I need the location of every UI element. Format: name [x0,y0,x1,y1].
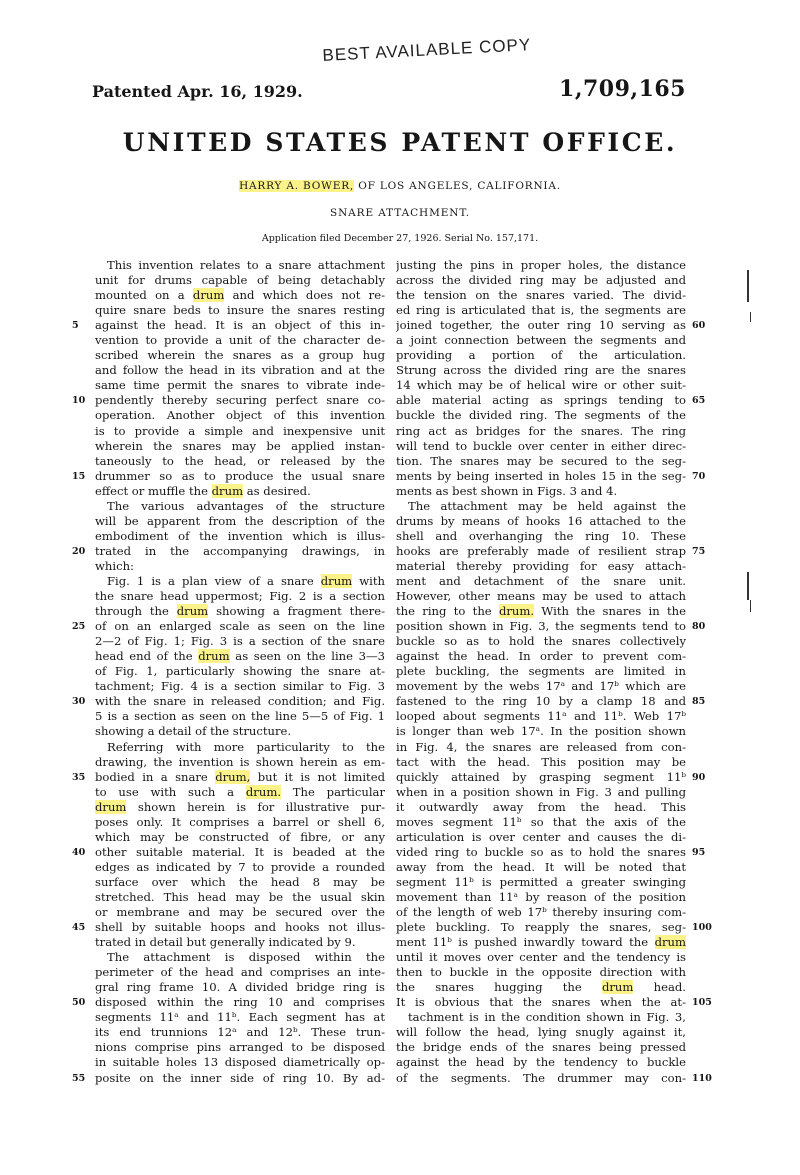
text-line: Strung across the divided ring are the snares [396,363,686,378]
text-line: perimeter of the head and comprises an inte- [95,965,385,980]
text-line: poses only. It comprises a barrel or shell 6, [95,814,385,829]
text-line: mounted on a drum and which does not re- [95,288,385,303]
highlighted-term: drum [192,288,225,303]
text-line: movement than 11ᵃ by reason of the position [396,889,686,904]
line-number: 25 [72,621,86,633]
text-line: joined together, the outer ring 10 serving as [396,318,686,333]
text-line: and follow the head in its vibration and at the [95,363,385,378]
text-line: pendently thereby securing perfect snare co- [95,393,385,408]
inventor-location: OF LOS ANGELES, CALIFORNIA. [354,180,561,192]
text-line: justing the pins in proper holes, the distance [396,258,686,272]
text-line: in Fig. 4, the snares are released from con- [396,739,686,754]
office-title: UNITED STATES PATENT OFFICE. [122,128,678,157]
text-line: drums by means of hooks 16 attached to the [396,513,686,528]
text-line: Referring with more particularity to the [107,739,385,754]
line-number: 10 [72,395,86,407]
highlighted-term: drum. [498,604,535,619]
highlighted-term: drum [95,799,127,814]
text-line: embodiment of the invention which is illus- [95,528,385,543]
best-available-copy-stamp: BEST AVAILABLE COPY [322,35,532,65]
line-number: 60 [692,320,706,332]
text-line: against the head. It is an object of this in- [95,318,385,333]
text-line: 2—2 of Fig. 1; Fig. 3 is a section of the snare [95,634,385,649]
text-line: edges as indicated by 7 to provide a rounded [95,859,385,874]
text-line: shell by suitable hoops and hooks not illus- [95,920,385,935]
margin-mark [750,312,751,322]
text-line: scribed wherein the snares as a group hug [95,348,385,363]
line-number: 50 [72,997,86,1009]
text-line: until it moves over center and the tendency is [396,950,686,965]
line-number: 80 [692,621,706,633]
right-text-column [396,258,686,1086]
text-line: operation. Another object of this invention [95,408,385,423]
text-line: buckle the divided ring. The segments of the [396,408,686,423]
line-number: 75 [692,545,706,557]
text-line: tachment; Fig. 4 is a section similar to Fig. 3 [95,679,385,694]
text-line: a joint connection between the segments and [396,333,686,348]
text-line: in suitable holes 13 disposed diametrically op- [95,1055,385,1070]
text-line: tachment is in the condition shown in Fig. 3, [408,1010,686,1025]
text-line: plete buckling. To reapply the snares, seg- [396,920,686,935]
text-line: trated in detail but generally indicated by 9. [95,935,356,950]
text-line: quire snare beds to insure the snares resting [95,303,385,318]
line-number: 20 [72,545,86,557]
text-line: segment 11ᵇ is permitted a greater swinging [396,874,686,889]
text-line: will follow the head, lying snugly against it, [396,1025,686,1040]
margin-mark [747,572,749,600]
highlighted-term: drum [601,980,634,995]
text-line: surface over which the head 8 may be [95,874,385,889]
text-line: showing a detail of the structure. [95,724,292,739]
text-line: of the segments. The drummer may con- [396,1070,686,1085]
text-line: its end trunnions 12ᵃ and 12ᵇ. These trun- [95,1025,385,1040]
margin-mark [750,600,751,612]
line-number: 15 [72,470,86,482]
text-line: stretched. This head may be the usual skin [95,889,385,904]
margin-mark [747,270,749,302]
text-line: vided ring to buckle so as to hold the snares [396,844,686,859]
text-line: ed ring is articulated that is, the segments are [396,303,686,318]
line-number: 35 [72,771,86,783]
text-line: which may be constructed of fibre, or any [95,829,385,844]
text-line: ments as best shown in Figs. 3 and 4. [396,483,618,498]
line-number: 45 [72,922,86,934]
text-line: the snare head uppermost; Fig. 2 is a section [95,589,385,604]
text-line: is longer than web 17ᵃ. In the position shown [396,724,686,739]
text-line: effect or muffle the drum as desired. [95,483,311,498]
application-line: Application filed December 27, 1926. Serial No. 157,171. [261,233,539,244]
line-number: 5 [72,320,79,332]
text-line: position shown in Fig. 3, the segments tend to [396,619,686,634]
text-line: when in a position shown in Fig. 3 and pulling [396,784,686,799]
text-line: providing a portion of the articulation. [396,348,686,363]
line-number: 95 [692,846,706,858]
text-line: away from the head. It will be noted that [396,859,686,874]
patent-date: Patented Apr. 16, 1929. [92,82,303,101]
highlighted-term: drum [654,935,686,950]
line-number: 85 [692,696,706,708]
line-number: 105 [692,997,712,1009]
highlighted-term: drum. [245,784,282,799]
line-number: 65 [692,395,706,407]
text-line: to use with such a drum. The particular [95,784,385,799]
text-line: The attachment is disposed within the [107,950,385,965]
text-line: will be apparent from the description of the [95,513,385,528]
text-line: fastened to the ring 10 by a clamp 18 and [396,694,686,709]
text-line: buckle so as to hold the snares collectively [396,634,686,649]
text-line: nions comprise pins arranged to be disposed [95,1040,385,1055]
line-number: 40 [72,846,86,858]
text-line: or membrane and may be secured over the [95,905,385,920]
inventor-name: HARRY A. BOWER, [239,180,355,192]
text-line: However, other means may be used to attach [396,589,686,604]
text-line: with the snare in released condition; and Fig. [95,694,385,709]
text-line: vention to provide a unit of the character de- [95,333,385,348]
text-line: segments 11ᵃ and 11ᵇ. Each segment has at [95,1010,385,1025]
text-line: quickly attained by grasping segment 11ᵇ [396,769,686,784]
text-line: ring act as bridges for the snares. The ring [396,423,686,438]
line-number: 55 [72,1072,86,1084]
text-line: of on an enlarged scale as seen on the line [95,619,385,634]
line-number: 30 [72,696,86,708]
text-line: then to buckle in the opposite direction with [396,965,686,980]
highlighted-term: drum [176,604,209,619]
line-number: 90 [692,771,706,783]
text-line: gral ring frame 10. A divided bridge ring is [95,980,385,995]
left-text-column [95,258,385,1086]
text-line: is to provide a simple and inexpensive unit [95,423,385,438]
text-line: 14 which may be of helical wire or other suit- [396,378,686,393]
text-line: through the drum showing a fragment there- [95,604,385,619]
text-line: wherein the snares may be applied instan- [95,438,385,453]
text-line: posite on the inner side of ring 10. By ad- [95,1070,385,1085]
inventor-line [0,180,800,192]
text-line: ments by being inserted in holes 15 in the seg- [396,468,686,483]
text-line: against the head. In order to prevent com- [396,649,686,664]
text-line: which: [95,558,134,573]
text-line: tact with the head. This position may be [396,754,686,769]
text-line: it outwardly away from the head. This [396,799,686,814]
text-line: ment 11ᵇ is pushed inwardly toward the drum [396,935,686,950]
patent-subject: SNARE ATTACHMENT. [330,207,470,219]
text-line: the tension on the snares varied. The divid- [396,288,686,303]
text-line: same time permit the snares to vibrate inde- [95,378,385,393]
text-line: able material acting as springs tending to [396,393,686,408]
text-line: other suitable material. It is beaded at the [95,844,385,859]
line-number: 110 [692,1072,712,1084]
text-line: movement by the webs 17ᵃ and 17ᵇ which are [396,679,686,694]
text-line: material thereby providing for easy attach- [396,558,686,573]
text-line: Fig. 1 is a plan view of a snare drum with [107,573,385,588]
text-line: across the divided ring may be adjusted and [396,273,686,288]
text-line: against the head by the tendency to buckle [396,1055,686,1070]
text-line: of Fig. 1, particularly showing the snare at- [95,664,385,679]
text-line: 5 is a section as seen on the line 5—5 of Fig. 1 [95,709,385,724]
highlighted-term: drum [198,649,230,664]
text-line: taneously to the head, or released by the [95,453,385,468]
text-line: The various advantages of the structure [107,498,385,513]
text-line: This invention relates to a snare attachment [107,258,385,272]
text-line: the bridge ends of the snares being pressed [396,1040,686,1055]
text-line: the ring to the drum. With the snares in the [396,604,686,619]
text-line: unit for drums capable of being detachably [95,273,385,288]
text-line: disposed within the ring 10 and comprises [95,995,385,1010]
text-line: drum shown herein is for illustrative pur- [95,799,385,814]
text-line: The attachment may be held against the [408,498,686,513]
highlighted-term: drum [211,483,244,498]
text-line: head end of the drum as seen on the line 3—3 [95,649,385,664]
text-line: plete buckling, the segments are limited in [396,664,686,679]
text-line: moves segment 11ᵇ so that the axis of the [396,814,686,829]
text-line: the snares hugging the drum head. [396,980,686,995]
text-line: tion. The snares may be secured to the seg- [396,453,686,468]
text-line: shell and overhanging the ring 10. These [396,528,686,543]
line-number: 100 [692,922,712,934]
text-line: It is obvious that the snares when the at- [396,995,686,1010]
text-line: ment and detachment of the snare unit. [396,573,686,588]
line-number: 70 [692,470,706,482]
text-line: articulation is over center and causes the di- [396,829,686,844]
text-line: bodied in a snare drum, but it is not limited [95,769,385,784]
patent-number: 1,709,165 [559,76,686,102]
text-line: trated in the accompanying drawings, in [95,543,385,558]
text-line: of the length of web 17ᵇ thereby insuring com- [396,905,686,920]
highlighted-term: drum, [215,769,251,784]
text-line: looped about segments 11ᵃ and 11ᵇ. Web 17ᵇ [396,709,686,724]
highlighted-term: drum [320,573,353,588]
text-line: drummer so as to produce the usual snare [95,468,385,483]
text-line: hooks are preferably made of resilient strap [396,543,686,558]
text-line: will tend to buckle over center in either direc- [396,438,686,453]
text-line: drawing, the invention is shown herein as em- [95,754,385,769]
